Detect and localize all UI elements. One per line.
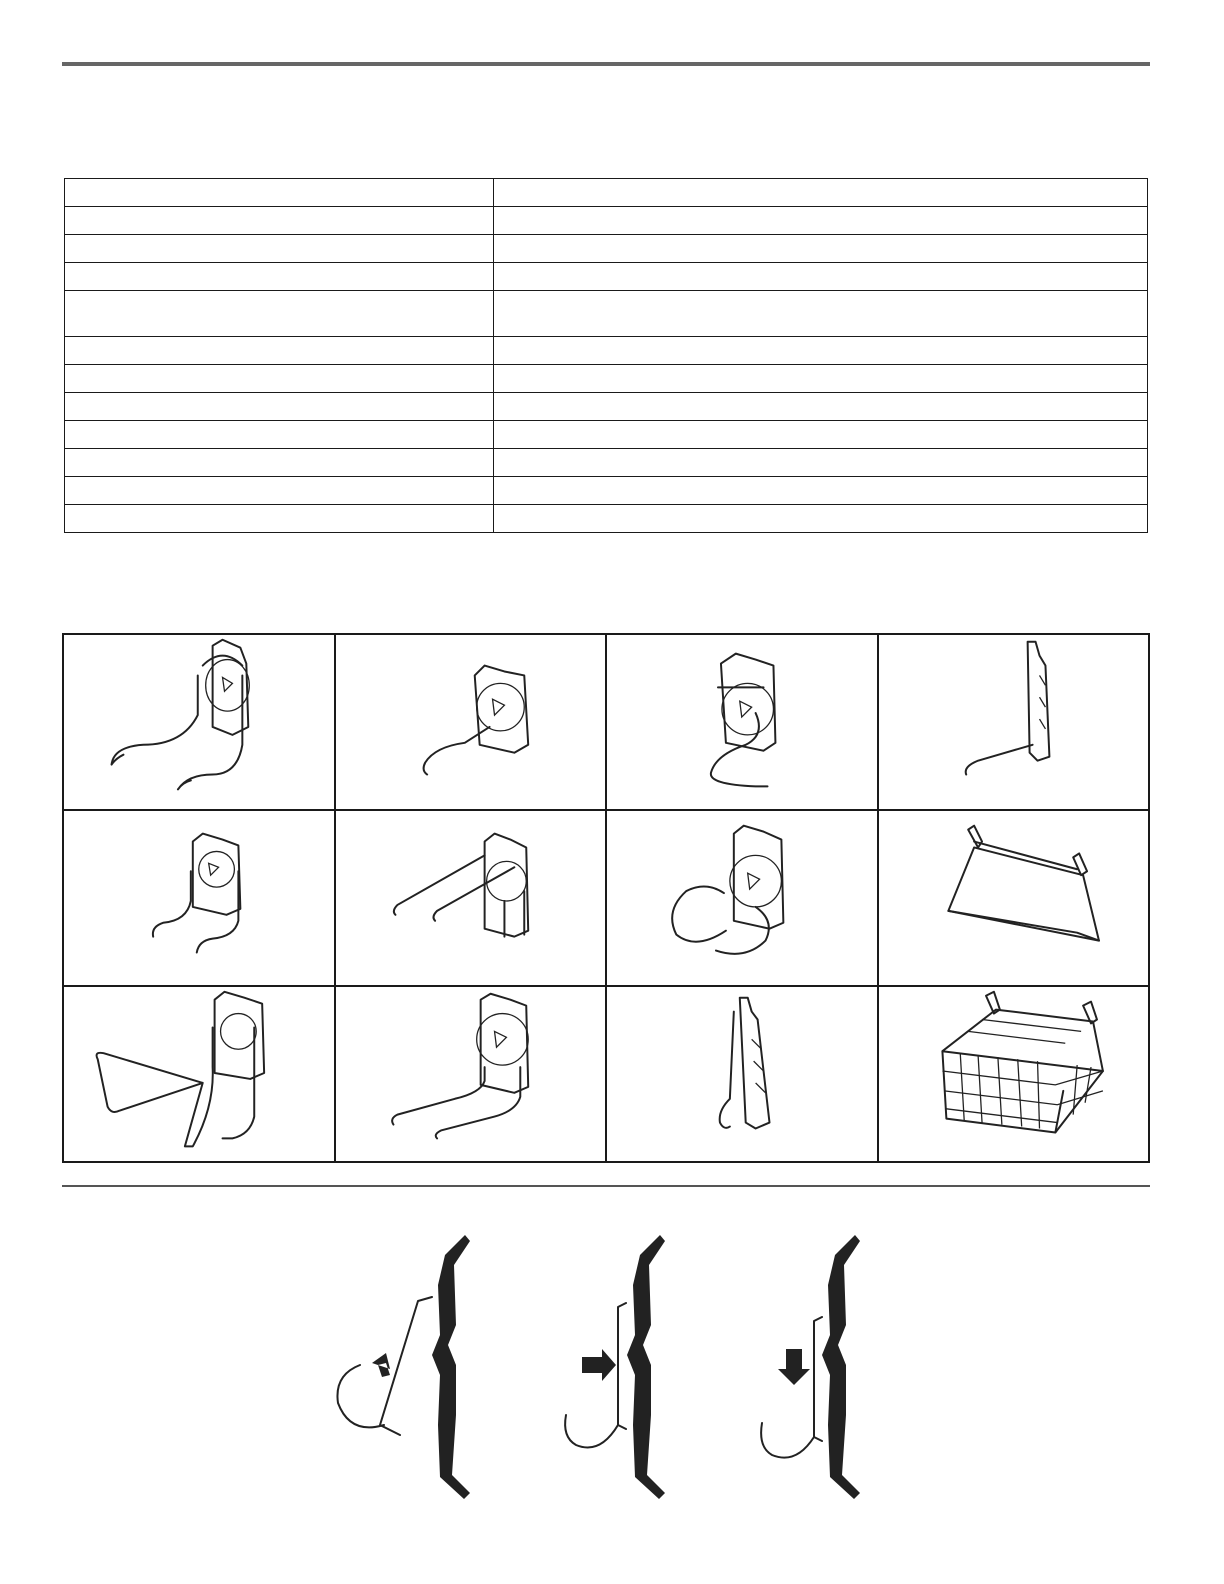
single-hook-icon <box>336 635 606 809</box>
slatwall-profile <box>822 1235 860 1499</box>
accessory-cell <box>606 986 878 1162</box>
accessory-cell <box>63 810 335 986</box>
spec-value <box>494 179 1148 207</box>
table-row <box>65 421 1148 449</box>
hook-plate <box>618 1303 626 1429</box>
long-double-hook-icon <box>336 987 606 1161</box>
spec-value <box>494 291 1148 337</box>
table-row <box>65 449 1148 477</box>
spec-label <box>65 235 494 263</box>
table-row <box>65 263 1148 291</box>
accessory-row <box>63 810 1149 986</box>
spec-value <box>494 235 1148 263</box>
spec-label <box>65 365 494 393</box>
accessory-cell <box>606 810 878 986</box>
spec-table <box>64 178 1148 533</box>
hook-plate <box>814 1317 822 1441</box>
table-row <box>65 393 1148 421</box>
spec-label <box>65 337 494 365</box>
install-step-1 <box>337 1235 470 1499</box>
wire-basket-icon <box>879 987 1149 1161</box>
accessory-row <box>63 986 1149 1162</box>
table-row <box>65 235 1148 263</box>
wire-shelf-icon <box>879 811 1149 985</box>
table-row <box>65 337 1148 365</box>
install-step-3 <box>761 1235 860 1499</box>
spec-label <box>65 263 494 291</box>
accessory-cell <box>878 810 1150 986</box>
accessory-grid <box>62 633 1150 1163</box>
small-double-hook-icon <box>64 811 334 985</box>
spec-value <box>494 207 1148 235</box>
spec-label <box>65 179 494 207</box>
tilt-up-arrow-icon <box>372 1353 390 1377</box>
hook-arm <box>337 1365 384 1427</box>
accessory-cell <box>878 986 1150 1162</box>
spec-value <box>494 263 1148 291</box>
accessory-cell <box>335 634 607 810</box>
accessory-cell <box>63 986 335 1162</box>
u-hook-icon <box>607 811 877 985</box>
table-row <box>65 477 1148 505</box>
double-hook-icon <box>64 635 334 809</box>
spec-label <box>65 505 494 533</box>
angled-tool-hook-icon <box>879 635 1149 809</box>
table-row <box>65 291 1148 337</box>
top-rule <box>62 62 1150 66</box>
spec-value <box>494 421 1148 449</box>
spec-value <box>494 477 1148 505</box>
accessory-cell <box>335 986 607 1162</box>
accessory-row <box>63 634 1149 810</box>
spec-value <box>494 393 1148 421</box>
slatwall-profile <box>627 1235 665 1499</box>
accessory-cell <box>606 634 878 810</box>
drop-down-arrow-icon <box>778 1349 810 1385</box>
spec-value <box>494 337 1148 365</box>
accessory-cell <box>335 810 607 986</box>
dual-straight-hook-icon <box>336 811 606 985</box>
spec-label <box>65 477 494 505</box>
section-divider <box>62 1185 1150 1187</box>
installation-diagram <box>320 1225 920 1515</box>
table-row <box>65 179 1148 207</box>
accessory-cell <box>63 634 335 810</box>
push-in-arrow-icon <box>582 1349 616 1381</box>
spec-label <box>65 449 494 477</box>
spec-label <box>65 291 494 337</box>
install-step-2 <box>565 1235 665 1499</box>
hook-arm <box>761 1423 814 1458</box>
spec-label <box>65 421 494 449</box>
spec-value <box>494 365 1148 393</box>
slatwall-profile <box>432 1235 470 1499</box>
spec-value <box>494 449 1148 477</box>
ladder-hook-icon <box>64 987 334 1161</box>
accessory-cell <box>878 634 1150 810</box>
s-hook-icon <box>607 635 877 809</box>
spec-label <box>65 393 494 421</box>
vertical-tool-hook-icon <box>607 987 877 1161</box>
table-row <box>65 365 1148 393</box>
spec-label <box>65 207 494 235</box>
table-row <box>65 207 1148 235</box>
hook-arm <box>565 1415 618 1448</box>
spec-value <box>494 505 1148 533</box>
table-row <box>65 505 1148 533</box>
